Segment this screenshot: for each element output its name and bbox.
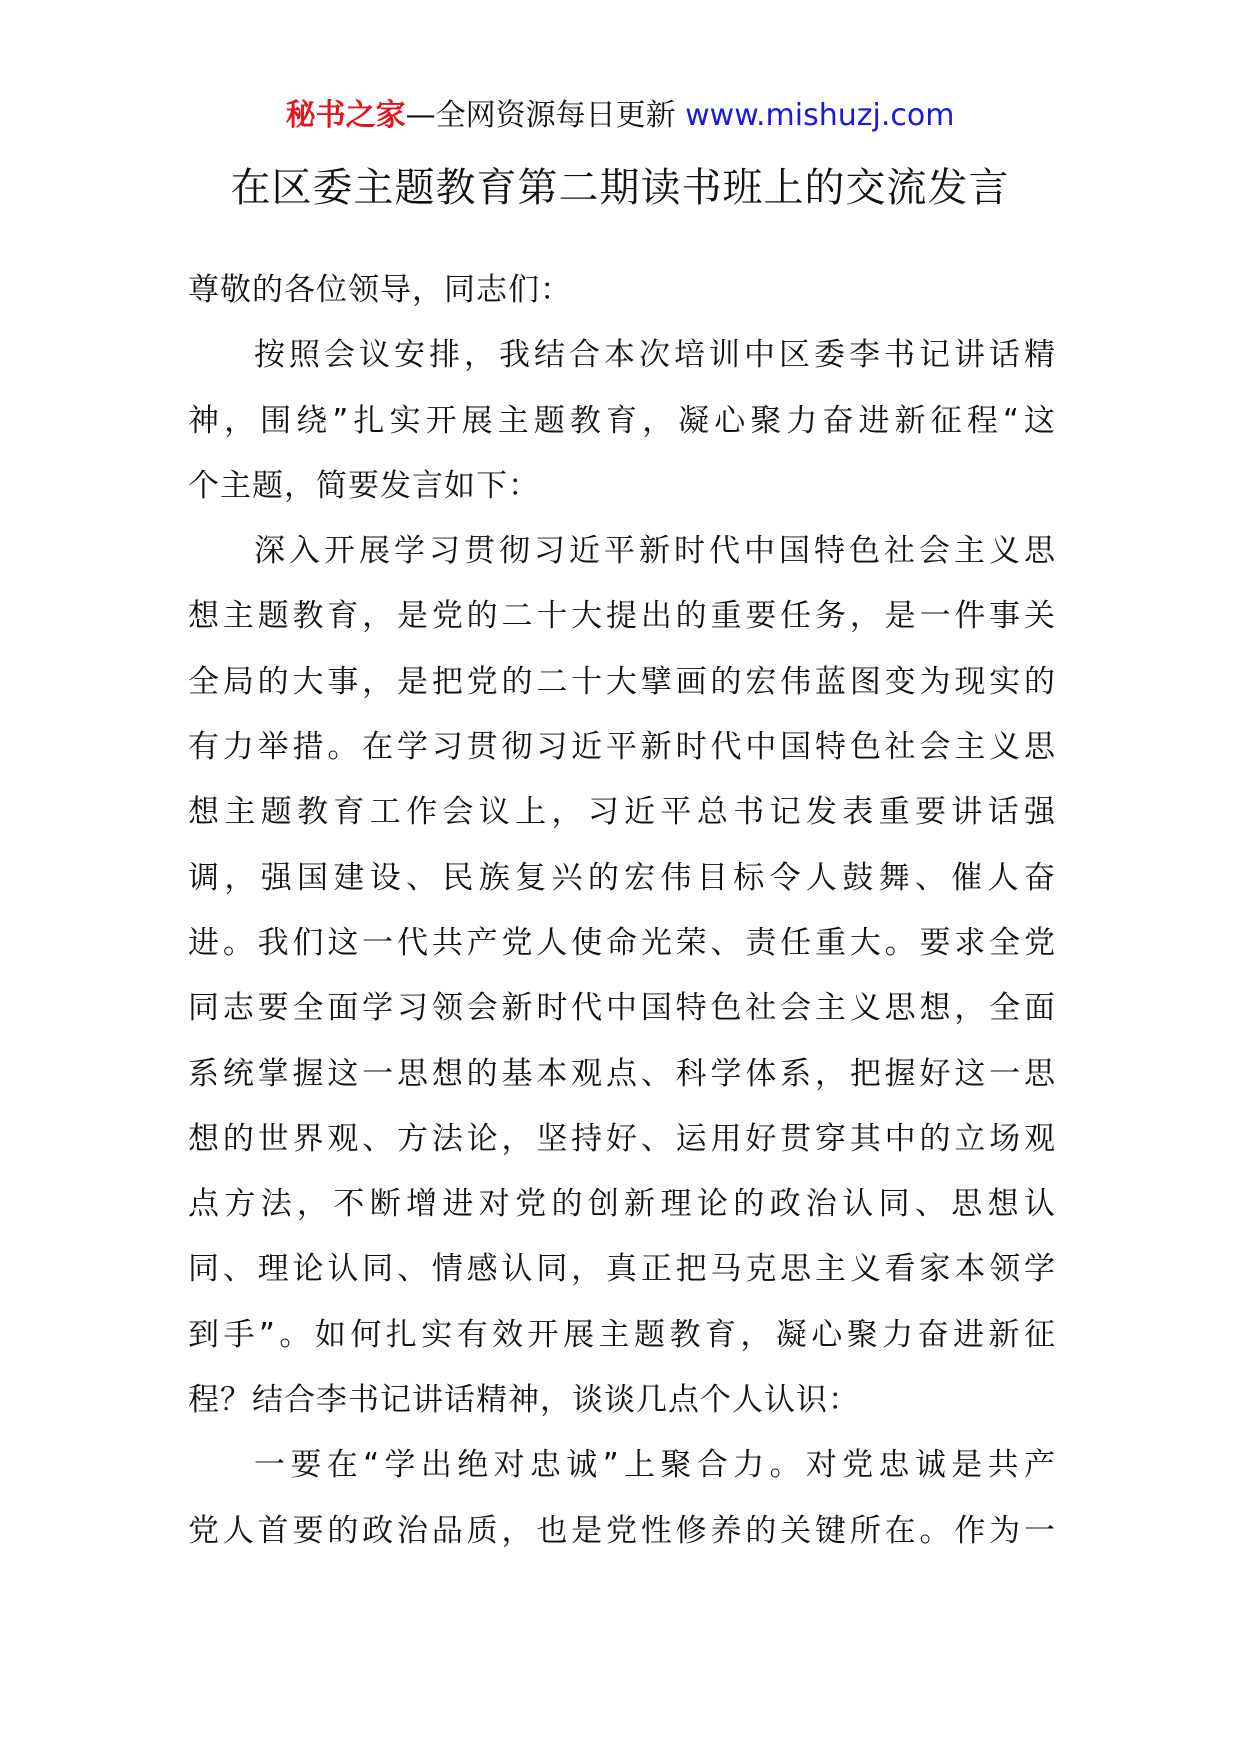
paragraph-line: 同志要全面学习领会新时代中国特色社会主义思想，全面 [188,990,1056,1027]
paragraph-line: 党人首要的政治品质，也是党性修养的关键所在。作为一 [188,1512,1056,1549]
paragraph-line: 同、理论认同、情感认同，真正把马克思主义看家本领学 [188,1251,1056,1288]
paragraph-line: 个主题，简要发言如下： [188,467,540,504]
paragraph-line: 全局的大事，是把党的二十大擘画的宏伟蓝图变为现实的 [188,663,1056,700]
paragraph-line: 进。我们这一代共产党人使命光荣、责任重大。要求全党 [188,924,1056,961]
paragraph-line: 按照会议安排，我结合本次培训中区委李书记讲话精 [254,337,1056,374]
paragraph-line: 点方法，不断增进对党的创新理论的政治认同、思想认 [188,1186,1056,1223]
tagline: —全网资源每日更新 [405,98,686,133]
paragraph-line: 想主题教育，是党的二十大提出的重要任务，是一件事关 [188,598,1056,635]
paragraph-line: 系统掌握这一思想的基本观点、科学体系，把握好这一思 [188,1055,1056,1092]
paragraph-line: 一要在“学出绝对忠诚”上聚合力。对党忠诚是共产 [254,1447,1056,1484]
paragraph-line: 调，强国建设、民族复兴的宏伟目标令人鼓舞、催人奋 [188,859,1056,896]
brand-name: 秘书之家 [285,98,406,133]
site-url-link[interactable]: www.mishuzj.com [685,98,955,133]
watermark-header [0,96,1240,136]
document-title: 在区委主题教育第二期读书班上的交流发言 [230,165,1010,211]
paragraph-line: 想的世界观、方法论，坚持好、运用好贯穿其中的立场观 [188,1120,1056,1157]
document-body [188,258,1056,1564]
paragraph-line: 神，围绕”扎实开展主题教育，凝心聚力奋进新征程“这 [188,402,1056,439]
salutation-line: 尊敬的各位领导，同志们： [188,272,572,308]
paragraph-line: 有力举措。在学习贯彻习近平新时代中国特色社会主义思 [188,729,1056,766]
paragraph-line: 想主题教育工作会议上，习近平总书记发表重要讲话强 [188,794,1056,831]
paragraph-line: 深入开展学习贯彻习近平新时代中国特色社会主义思 [254,533,1056,570]
paragraph-line: 程？结合李书记讲话精神，谈谈几点个人认识： [188,1382,860,1419]
paragraph-line: 到手”。如何扎实有效开展主题教育，凝心聚力奋进新征 [188,1316,1056,1353]
